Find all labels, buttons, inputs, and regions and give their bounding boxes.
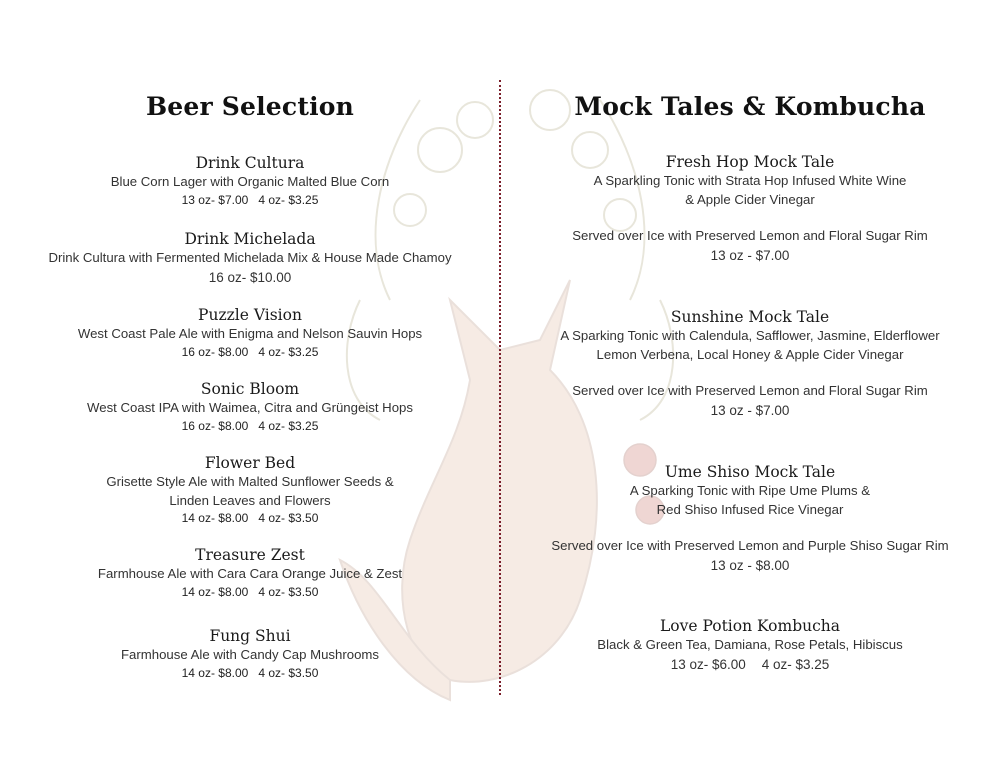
- item-prices: [5, 665, 495, 682]
- menu-item: [5, 229, 495, 287]
- item-description: Grisette Style Ale with Malted Sunflower Seeds &: [106, 474, 394, 489]
- price-large: 14 oz- $8.00: [181, 584, 249, 599]
- item-description: A Sparkling Tonic with Strata Hop Infused White Wine: [593, 173, 907, 188]
- beer-section-title: Beer Selection: [145, 92, 355, 121]
- menu-item: [505, 307, 995, 420]
- item-prices: [505, 655, 995, 674]
- item-description: Red Shiso Infused Rice Vinegar: [656, 501, 844, 517]
- item-description: Drink Cultura with Fermented Michelada Mix & House Made Chamoy: [48, 250, 452, 265]
- item-price: 16 oz- $10.00: [208, 269, 292, 285]
- price-small: 4 oz- $3.25: [258, 344, 319, 359]
- menu-item: [5, 626, 495, 682]
- item-name: Treasure Zest: [195, 546, 305, 564]
- menu-item: [505, 152, 995, 265]
- item-description: Farmhouse Ale with Cara Cara Orange Juice & Zest: [97, 566, 403, 581]
- item-prices: [5, 418, 495, 435]
- item-description: A Sparking Tonic with Calendula, Safflower, Jasmine, Elderflower: [560, 328, 940, 343]
- menu-item: [5, 305, 495, 361]
- item-description: Lemon Verbena, Local Honey & Apple Cider Vinegar: [596, 346, 904, 362]
- price-large: 14 oz- $8.00: [181, 511, 249, 525]
- menu-item: [5, 153, 495, 209]
- item-name: Fung Shui: [209, 627, 291, 645]
- item-name: Sunshine Mock Tale: [670, 308, 830, 326]
- item-description: West Coast IPA with Waimea, Citra and Grüngeist Hops: [87, 400, 413, 415]
- mocktails-section-title: Mock Tales & Kombucha: [574, 92, 926, 121]
- price-small: 4 oz- $3.25: [258, 192, 319, 207]
- item-name: Drink Cultura: [195, 154, 305, 172]
- item-description: A Sparking Tonic with Ripe Ume Plums &: [629, 483, 871, 498]
- item-name: Flower Bed: [204, 454, 296, 472]
- price-large: 14 oz- $8.00: [181, 665, 249, 680]
- item-description: & Apple Cider Vinegar: [685, 191, 815, 207]
- menu-item: [5, 453, 495, 527]
- item-prices: [5, 584, 495, 601]
- item-name: Drink Michelada: [184, 230, 316, 248]
- price-large: 16 oz- $8.00: [181, 418, 249, 433]
- item-serve-note: Served over Ice with Preserved Lemon and Floral Sugar Rim: [572, 383, 928, 398]
- item-name: Fresh Hop Mock Tale: [665, 153, 835, 171]
- menu-item: [5, 379, 495, 435]
- item-price: 13 oz - $7.00: [710, 247, 790, 263]
- price-large: 13 oz- $7.00: [181, 192, 249, 207]
- item-name: Sonic Bloom: [200, 380, 300, 398]
- column-divider: [499, 80, 501, 695]
- item-prices: [5, 510, 495, 527]
- item-name: Ume Shiso Mock Tale: [664, 463, 836, 481]
- price-small: 4 oz- $3.25: [258, 418, 319, 433]
- item-description: Blue Corn Lager with Organic Malted Blue Corn: [110, 174, 390, 189]
- item-description: Black & Green Tea, Damiana, Rose Petals, Hibiscus: [597, 637, 903, 652]
- item-name: Puzzle Vision: [198, 306, 302, 324]
- price-small: 4 oz- $3.50: [258, 665, 319, 680]
- menu-item: [5, 545, 495, 601]
- item-description: West Coast Pale Ale with Enigma and Nelson Sauvin Hops: [77, 326, 423, 341]
- item-serve-note: Served over Ice with Preserved Lemon and Purple Shiso Sugar Rim: [551, 538, 949, 553]
- item-prices: [5, 192, 495, 209]
- price-large: 16 oz- $8.00: [181, 344, 249, 359]
- item-name: Love Potion Kombucha: [659, 617, 841, 635]
- price-small: 4 oz- $3.50: [258, 584, 319, 599]
- item-description: Linden Leaves and Flowers: [169, 492, 331, 508]
- price-small: 4 oz- $3.50: [258, 511, 319, 525]
- item-prices: [5, 344, 495, 361]
- item-serve-note: Served over Ice with Preserved Lemon and Floral Sugar Rim: [572, 228, 928, 243]
- menu-item: [505, 462, 995, 575]
- price-small: 4 oz- $3.25: [761, 656, 830, 672]
- item-price: 13 oz - $7.00: [710, 402, 790, 418]
- item-price: 13 oz - $8.00: [710, 557, 790, 573]
- menu-item: [505, 616, 995, 674]
- price-large: 13 oz- $6.00: [670, 656, 746, 672]
- item-description: Farmhouse Ale with Candy Cap Mushrooms: [121, 647, 379, 662]
